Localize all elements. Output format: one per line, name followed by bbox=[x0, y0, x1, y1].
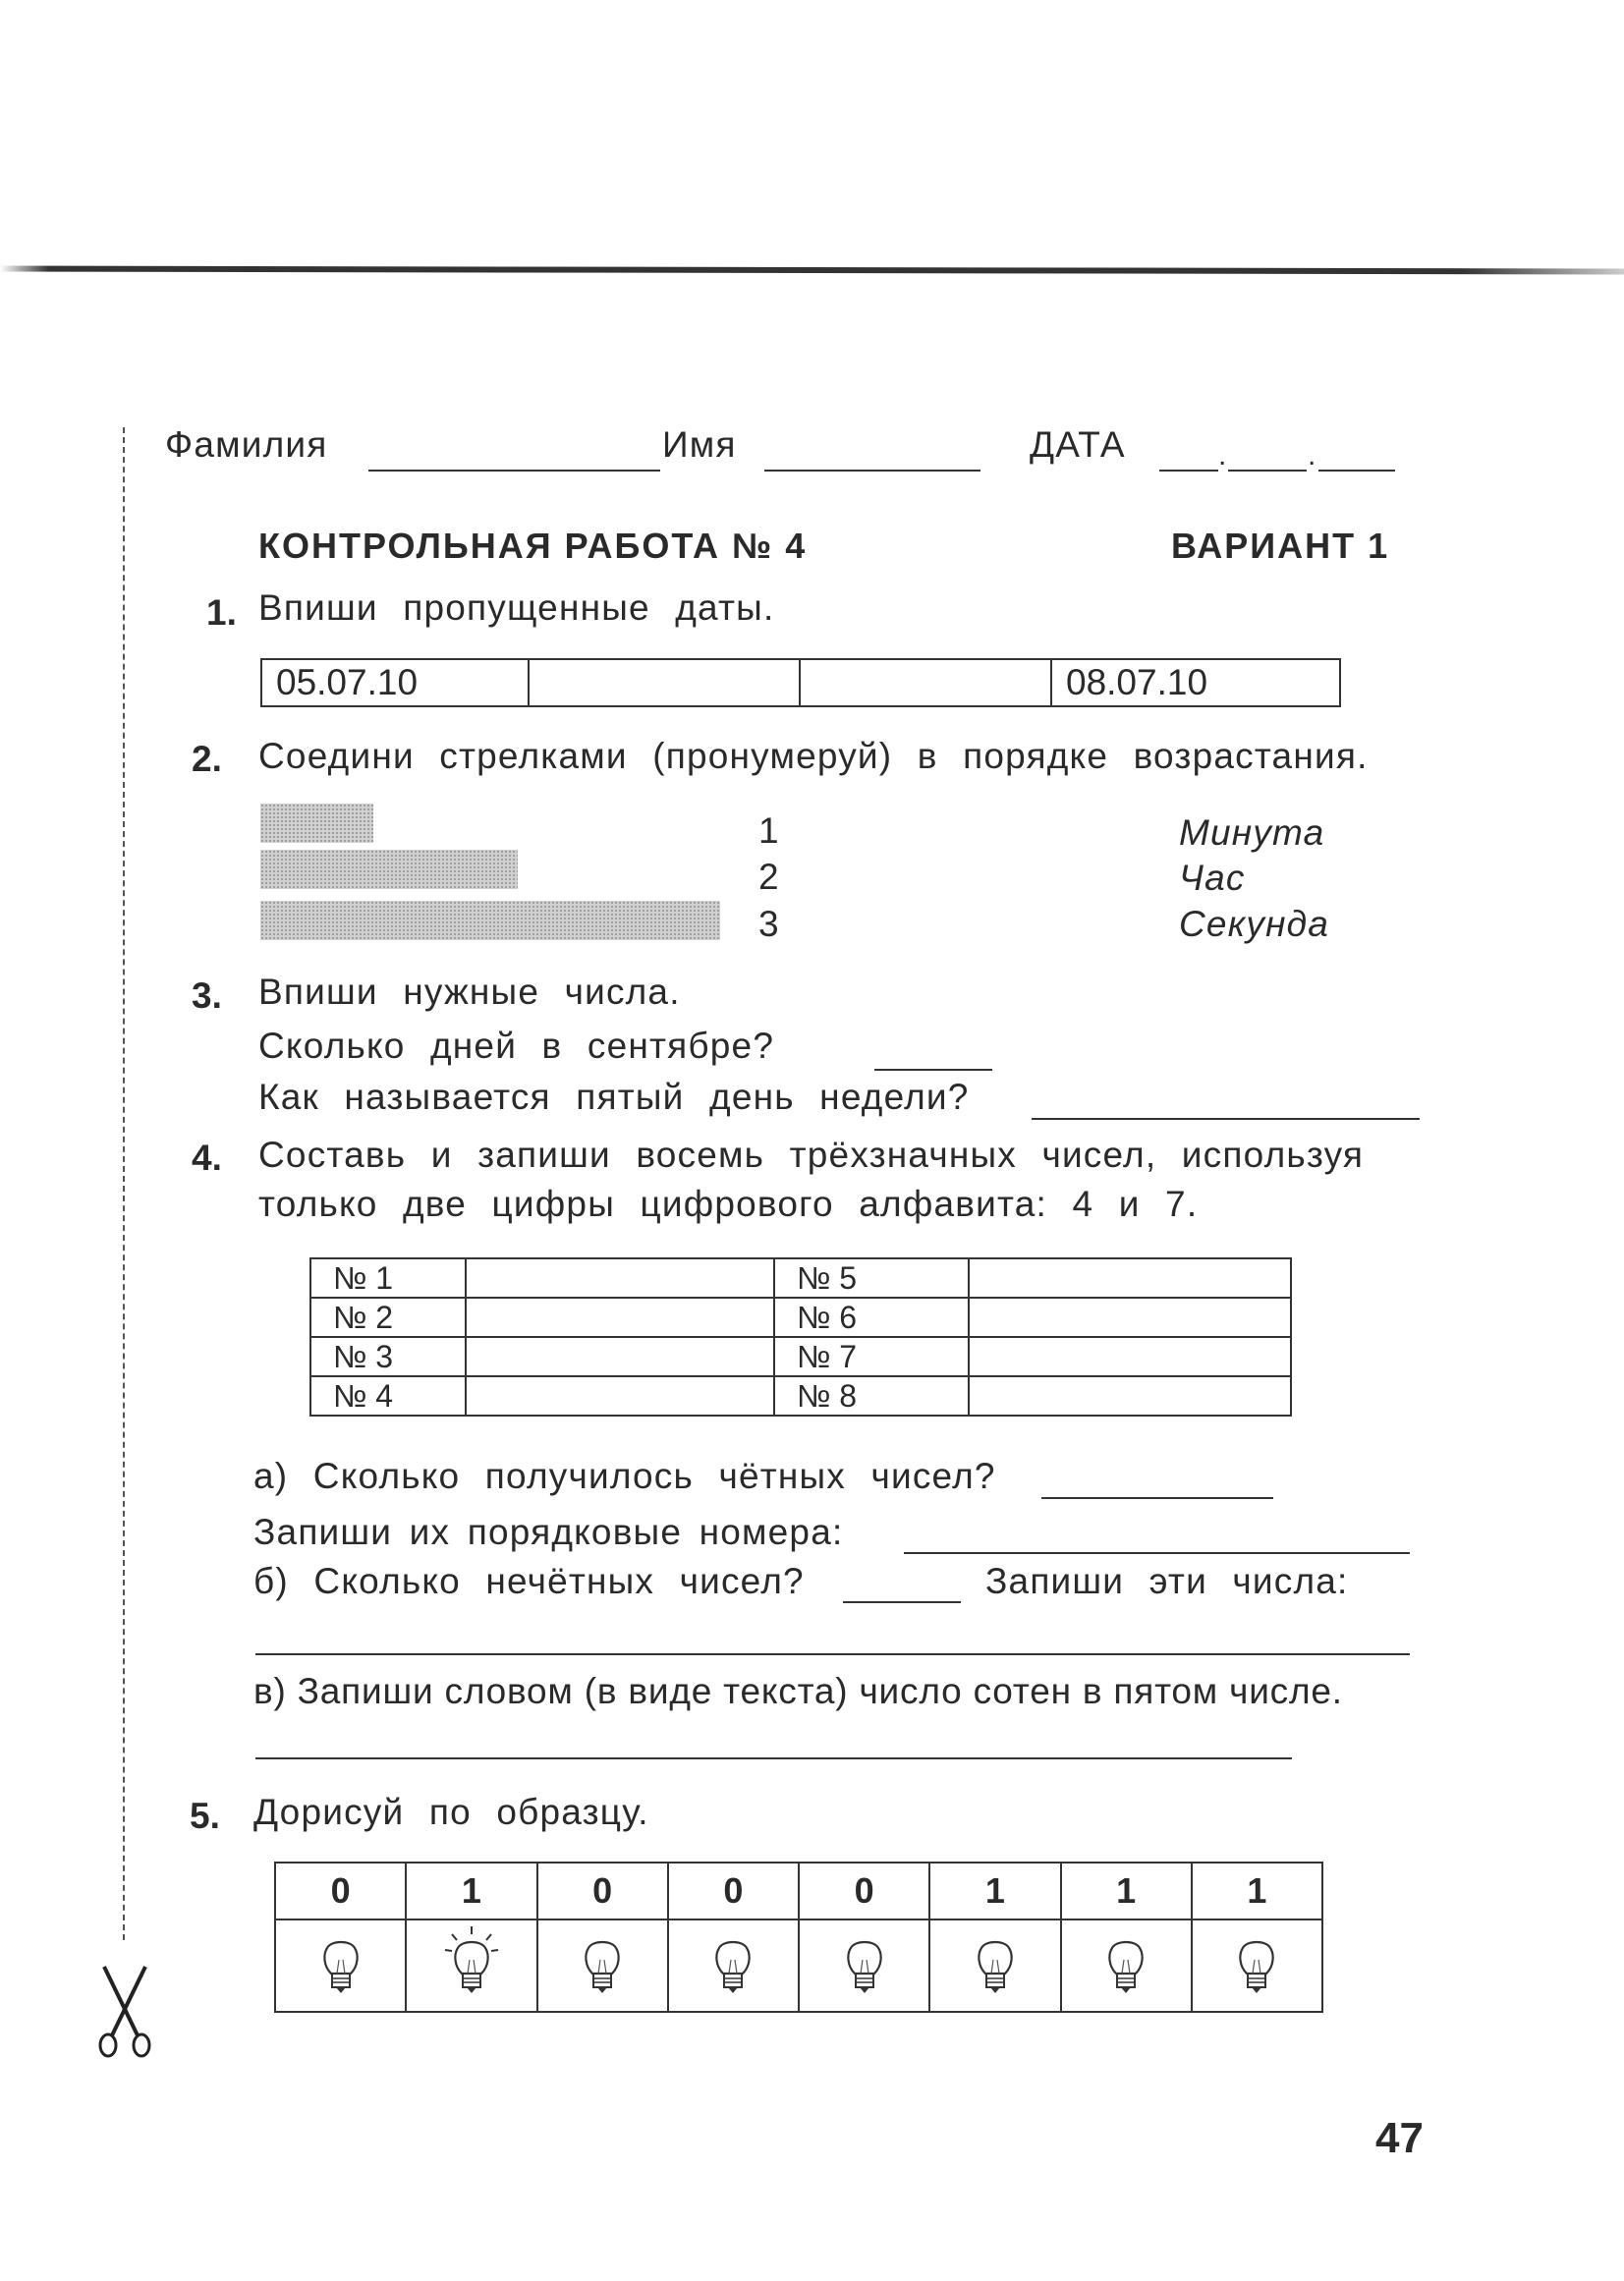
task-number: 4. bbox=[192, 1138, 222, 1178]
row-label: № 2 bbox=[310, 1298, 466, 1337]
date-day-line[interactable] bbox=[1159, 470, 1218, 472]
order-number: 3 bbox=[758, 904, 780, 944]
task-text: Впиши нужные числа. bbox=[258, 972, 681, 1012]
task-number: 2. bbox=[192, 739, 222, 779]
answer-line[interactable] bbox=[904, 1552, 1410, 1554]
question-text: в) Запиши словом (в виде текста) число сотен в пятом числе. bbox=[253, 1671, 1343, 1711]
bit-cell: 1 bbox=[1061, 1863, 1192, 1919]
row-label: № 8 bbox=[774, 1376, 969, 1416]
answer-cell[interactable] bbox=[969, 1298, 1291, 1337]
answer-line[interactable] bbox=[255, 1653, 1410, 1655]
answer-cell[interactable] bbox=[466, 1258, 774, 1298]
date-separator: . bbox=[1308, 439, 1317, 472]
bit-cell: 1 bbox=[929, 1863, 1060, 1919]
answer-cell[interactable] bbox=[969, 1337, 1291, 1376]
lit-lightbulb-icon bbox=[442, 1924, 501, 2003]
name-label: Имя bbox=[662, 424, 737, 465]
lightbulb-icon bbox=[1227, 1924, 1286, 2003]
lightbulb-icon bbox=[966, 1924, 1025, 2003]
bit-cell: 0 bbox=[799, 1863, 929, 1919]
task-text: Впиши пропущенные даты. bbox=[258, 587, 775, 628]
date-cell: 05.07.10 bbox=[261, 659, 529, 706]
time-unit: Час bbox=[1179, 858, 1246, 898]
row-label: № 3 bbox=[310, 1337, 466, 1376]
duration-bar bbox=[260, 804, 373, 843]
top-edge-line bbox=[0, 266, 1624, 275]
answer-line[interactable] bbox=[1041, 1497, 1273, 1499]
task-text: Составь и запиши восемь трёхзначных чисел, используя bbox=[258, 1135, 1365, 1175]
question-text: Сколько дней в сентябре? bbox=[258, 1026, 775, 1066]
bulbs-table bbox=[274, 1862, 1323, 2013]
answer-cell[interactable] bbox=[466, 1298, 774, 1337]
bit-cell: 1 bbox=[1192, 1863, 1322, 1919]
question-text: б) Сколько нечётных чисел? bbox=[253, 1561, 805, 1601]
bulb-cell[interactable] bbox=[1061, 1919, 1192, 2012]
task-number: 3. bbox=[192, 975, 222, 1016]
dates-table bbox=[260, 658, 1341, 707]
bulb-cell[interactable] bbox=[668, 1919, 799, 2012]
lightbulb-icon bbox=[703, 1924, 762, 2003]
question-text: Запиши их порядковые номера: bbox=[253, 1512, 844, 1552]
surname-label: Фамилия bbox=[165, 424, 328, 465]
bulb-cell[interactable] bbox=[537, 1919, 668, 2012]
question-text: Запиши эти числа: bbox=[985, 1561, 1349, 1601]
row-label: № 7 bbox=[774, 1337, 969, 1376]
bulb-cell[interactable] bbox=[406, 1919, 536, 2012]
date-year-line[interactable] bbox=[1318, 470, 1395, 472]
bulb-cell[interactable] bbox=[1192, 1919, 1322, 2012]
date-cell: 08.07.10 bbox=[1051, 659, 1340, 706]
surname-line[interactable] bbox=[368, 470, 660, 472]
bit-cell: 0 bbox=[537, 1863, 668, 1919]
question-text: а) Сколько получилось чётных чисел? bbox=[253, 1456, 996, 1496]
date-separator: . bbox=[1218, 439, 1228, 472]
scissors-icon bbox=[90, 1965, 159, 2063]
bit-cell: 1 bbox=[406, 1863, 536, 1919]
variant-label: ВАРИАНТ 1 bbox=[1171, 526, 1390, 566]
answer-line[interactable] bbox=[874, 1069, 992, 1071]
question-text: Как называется пятый день недели? bbox=[258, 1077, 970, 1117]
date-cell[interactable] bbox=[529, 659, 800, 706]
order-number: 1 bbox=[758, 810, 780, 851]
task-number: 1. bbox=[206, 592, 237, 633]
date-month-line[interactable] bbox=[1228, 470, 1307, 472]
duration-bar bbox=[260, 850, 518, 889]
bit-cell: 0 bbox=[275, 1863, 406, 1919]
answer-cell[interactable] bbox=[969, 1376, 1291, 1416]
answer-cell[interactable] bbox=[466, 1376, 774, 1416]
task-text: только две цифры цифрового алфавита: 4 и 7. bbox=[258, 1184, 1199, 1224]
task-number: 5. bbox=[190, 1796, 220, 1836]
row-label: № 6 bbox=[774, 1298, 969, 1337]
lightbulb-icon bbox=[573, 1924, 632, 2003]
lightbulb-icon bbox=[835, 1924, 894, 2003]
date-label: ДАТА bbox=[1030, 424, 1126, 465]
lightbulb-icon bbox=[1096, 1924, 1155, 2003]
page-number: 47 bbox=[1375, 2114, 1424, 2162]
answer-line[interactable] bbox=[255, 1757, 1292, 1759]
answer-line[interactable] bbox=[843, 1601, 961, 1603]
bulb-cell[interactable] bbox=[929, 1919, 1060, 2012]
row-label: № 1 bbox=[310, 1258, 466, 1298]
task-text: Дорисуй по образцу. bbox=[253, 1792, 649, 1832]
bit-cell: 0 bbox=[668, 1863, 799, 1919]
duration-bar bbox=[260, 901, 720, 940]
answer-cell[interactable] bbox=[466, 1337, 774, 1376]
name-line[interactable] bbox=[764, 470, 980, 472]
task-text: Соедини стрелками (пронумеруй) в порядке возрастания. bbox=[258, 736, 1369, 776]
bulb-cell[interactable] bbox=[275, 1919, 406, 2012]
answer-cell[interactable] bbox=[969, 1258, 1291, 1298]
row-label: № 5 bbox=[774, 1258, 969, 1298]
row-label: № 4 bbox=[310, 1376, 466, 1416]
bulb-cell[interactable] bbox=[799, 1919, 929, 2012]
date-cell[interactable] bbox=[800, 659, 1051, 706]
numbers-table bbox=[309, 1257, 1292, 1417]
lightbulb-icon bbox=[311, 1924, 370, 2003]
answer-line[interactable] bbox=[1032, 1118, 1420, 1120]
time-unit: Минута bbox=[1179, 812, 1325, 853]
order-number: 2 bbox=[758, 857, 780, 897]
cut-line bbox=[123, 427, 125, 1940]
time-unit: Секунда bbox=[1179, 904, 1330, 944]
test-title: КОНТРОЛЬНАЯ РАБОТА № 4 bbox=[258, 526, 808, 566]
